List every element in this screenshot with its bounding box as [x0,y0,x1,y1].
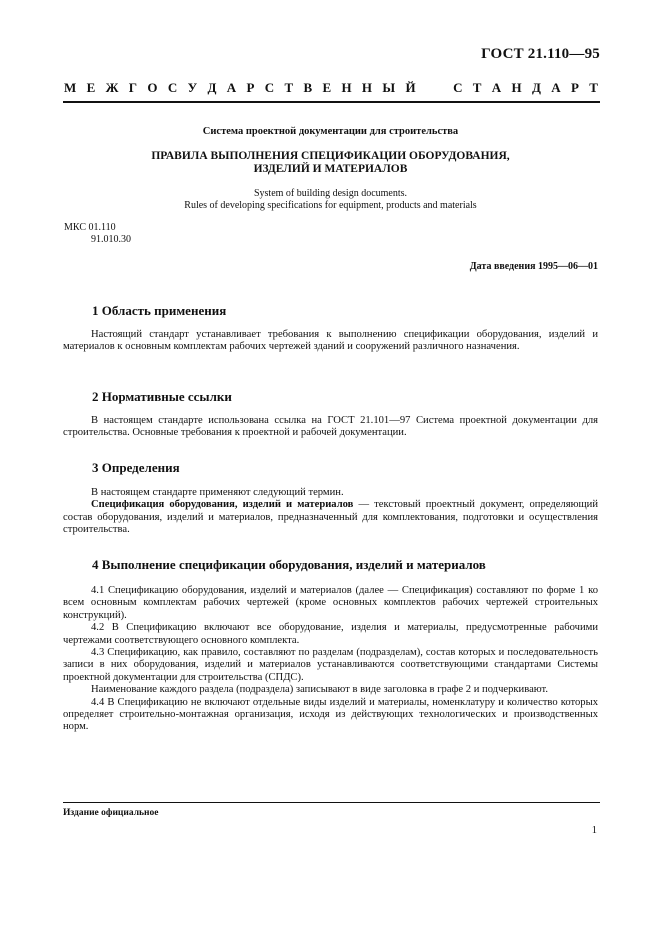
banner-letter: У [187,80,198,95]
section-4-body [63,585,598,734]
clause-4-1: 4.1 Спецификацию оборудования, изделий и материалов (далее — Спецификация) составляют по форме 1 ко всем основным комплектам рабочих чертежей (кроме основных комплектов рабочих чертежей строительных конструкций). [63,585,598,621]
section-3-body [63,487,598,537]
banner-letter: Н [361,80,373,95]
banner-letter: Т [284,80,294,95]
term-definition: — текстовый проектный документ, определяющий состав оборудования, изделий и материалов, предназначенный для комплектования, подготовки и осуществления строительства. [63,499,599,536]
interstate-standard-banner [64,80,598,96]
document-title [0,150,661,176]
banner-letter: А [491,80,502,95]
gost-code: ГОСТ 21.110—95 [481,46,600,62]
defined-term: Спецификация оборудования, изделий и материалов [91,499,354,511]
banner-letter: Т [589,80,598,95]
page-number: 1 [591,825,597,836]
banner-letter [439,80,442,96]
footer-rule [63,802,600,803]
banner-letter: Р [570,80,579,95]
banner-letter: Е [322,80,332,95]
section-2-body [63,415,598,440]
header-rule [63,101,600,103]
english-title-line1: System of building design documents. [253,188,408,199]
banner-letter: Й [405,80,416,95]
banner-letter: Д [531,80,541,95]
banner-letter: С [264,80,275,95]
clause-4-3: 4.3 Спецификацию, как правило, составляют по разделам (подразделам), состав которых и последовательность записи в них оборудования, изделий и материалов устанавливаются соответствующими стандартами Системы проектной документации для строительства (СПДС). [63,647,598,683]
banner-letter: Р [246,80,255,95]
section-3-definition [63,499,598,536]
mks-classification [64,222,131,246]
section-1-body [63,329,598,354]
document-title-line2: ИЗДЕЛИЙ И МАТЕРИАЛОВ [253,163,408,175]
section-4-heading: 4 Выполнение спецификации оборудования, изделий и материалов [92,557,486,572]
banner-letter: Т [472,80,482,95]
english-title [0,188,661,212]
english-title-line2: Rules of developing specifications for equipment, products and materials [184,200,477,211]
section-3-heading: 3 Определения [92,460,180,475]
introduction-date: Дата введения 1995—06—01 [469,261,598,272]
mks-code-1: МКС 01.110 [64,222,116,233]
banner-letter: Н [511,80,522,95]
banner-letter: Ж [105,80,119,95]
banner-letter: А [226,80,237,95]
banner-letter [426,80,429,96]
clause-4-3-note: Наименование каждого раздела (подраздела) записывают в виде заголовка в графе 2 и подчеркивают. [91,684,549,696]
system-title: Система проектной документации для строительства [202,126,459,137]
section-3-paragraph: В настоящем стандарте применяют следующий термин. [91,487,344,498]
banner-letter: В [303,80,313,95]
banner-letter: С [453,80,463,95]
banner-letter: Ы [382,80,396,95]
banner-letter: Г [128,80,138,95]
mks-code-2: 91.010.30 [91,234,131,245]
banner-letter: Е [86,80,96,95]
document-title-line1: ПРАВИЛА ВЫПОЛНЕНИЯ СПЕЦИФИКАЦИИ ОБОРУДОВАНИЯ, [151,150,510,162]
banner-letter: О [147,80,158,95]
clause-4-2: 4.2 В Спецификацию включают все оборудование, изделия и материалы, предусмотренные рабочими чертежами соответствующего основного комплекта. [63,622,598,646]
section-1-heading: 1 Область применения [92,303,227,318]
banner-letter: А [551,80,561,95]
banner-letter: Д [207,80,217,95]
clause-4-4: 4.4 В Спецификацию не включают отдельные виды изделий и материалы, номенклатуру и количество которых определяет строительно-монтажная организация, исходя из действующих технологических и производственных норм. [63,696,598,733]
section-2-paragraph: В настоящем стандарте использована ссылка на ГОСТ 21.101—97 Система проектной документации для строительства. Основные требования к проектной и рабочей документации. [63,415,598,439]
banner-letter: Н [341,80,352,95]
section-2-heading: 2 Нормативные ссылки [92,389,232,404]
banner-letter: М [64,80,77,95]
banner-letter: С [167,80,178,95]
section-1-paragraph: Настоящий стандарт устанавливает требования к выполнению спецификации оборудования, изделий и материалов к основным комплектам рабочих чертежей зданий и сооружений различного назначения. [63,329,598,353]
official-edition-label: Издание официальное [63,808,159,818]
